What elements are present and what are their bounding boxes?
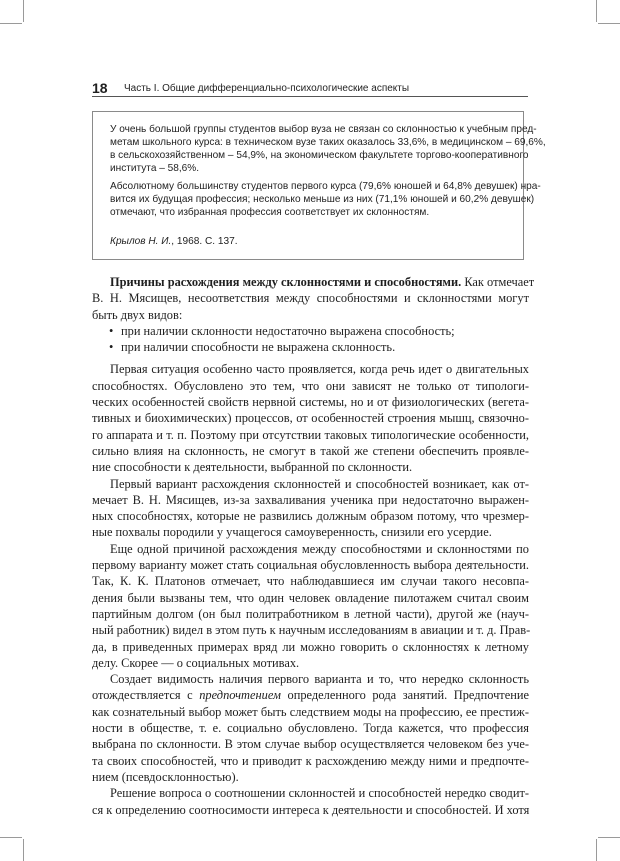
text-line: Так, К. К. Платонов отмечает, что наблюдавшиеся им случаи такого несовпа-: [92, 574, 529, 589]
crop-mark: [596, 839, 597, 861]
text-line: Еще одной причиной расхождения между способностями и склонностями по: [110, 541, 529, 556]
quote-paragraph: [110, 123, 546, 175]
quote-source: [110, 235, 238, 248]
header-divider: [92, 96, 528, 97]
text-line: мечает В. Н. Мясищев, из-за захваливания ученика при недостаточно выражен-: [92, 492, 529, 507]
text-line: У очень большой группы студентов выбор вуза не связан со склонностью к учебным пред-: [110, 124, 537, 135]
paragraph: [92, 361, 529, 475]
crop-mark: [23, 0, 24, 22]
running-title: Часть I. Общие дифференциально-психологические аспекты: [124, 83, 410, 94]
text-line: Первый вариант расхождения склонностей и способностей возникает, как от-: [110, 476, 529, 491]
paragraph: [92, 671, 529, 785]
crop-mark: [0, 23, 22, 24]
text-line: ся к определению соотносимости интереса к деятельности и способностей. И хотя: [92, 802, 530, 817]
quote-box: [92, 111, 546, 260]
text-line: института – 58,6%.: [110, 163, 200, 174]
crop-mark: [0, 837, 22, 838]
section-heading: Причины расхождения между склонностями и способностями.: [110, 275, 462, 289]
text-line: метам школьного курса: в техническом вузе таких оказалось 33,6%, в медицинском – 69,6%,: [110, 137, 546, 148]
text-line: делу. Скорее — о социальных мотивах.: [92, 655, 300, 670]
text-line: В. Н. Мясищев, несоответствия между способностями и склонностями могут: [92, 291, 529, 306]
text-line: дения были вызваны тем, что один человек овладение пилотажем считал своим: [92, 590, 529, 605]
text-line: отмечают, что избранная профессия соответствует их склонностям.: [110, 207, 430, 218]
paragraph: [92, 274, 535, 323]
text-line: Первая ситуация особенно часто проявляется, когда речь идет о двигательных: [110, 362, 529, 377]
text-line: сильно влияя на склонность, не смогут в такой же степени обеспечить проявле-: [92, 443, 529, 458]
text-line: Абсолютному большинству студентов первого курса (79,6% юношей и 64,8% девушек) нра-: [110, 181, 541, 192]
text-line: ные похвалы породили у учащегося самоуверенность, снизили его усердие.: [92, 525, 492, 540]
text-line: та своих способностей, что и приводит к расхождению между ними и предпочте-: [92, 753, 529, 768]
emphasis: предпочтением: [199, 688, 281, 703]
text-line: вится их будущая профессия; несколько меньше из них (71,1% юношей и 60,2% девушек): [110, 194, 535, 205]
body-text: [92, 274, 535, 818]
text-line: да, в приведенных примерах вряд ли можно говорить о склонностях к летному: [92, 639, 529, 654]
crop-mark: [23, 839, 24, 861]
text-line: нием (псевдосклонностью).: [92, 769, 239, 784]
source-author: Крылов Н. И.: [110, 236, 172, 247]
bullet-item: • при наличии склонности недостаточно выражена способность;: [92, 323, 529, 339]
text-line: ных способностях, которые не развились должным образом потому, что чрезмер-: [92, 509, 529, 524]
paragraph: [92, 785, 529, 818]
text-line: ный работник) видел в этом путь к научным исследованиям в авиации и т. д. Прав-: [92, 623, 531, 638]
crop-mark: [598, 837, 620, 838]
text-line: Создает видимость наличия первого варианта и то, что нередко склонность: [110, 672, 529, 687]
crop-mark: [598, 23, 620, 24]
page-header: [92, 80, 527, 96]
text-line: выбрана по склонности. В этом случае выбор осуществляется человеком без уче-: [92, 737, 529, 752]
bullet-item: • при наличии способности не выражена склонность.: [92, 339, 529, 355]
paragraph: [92, 476, 529, 541]
text-line: партийным долгом (он был политработником в летной части), другой же (науч-: [92, 606, 529, 621]
text-line: ности в обществе, т. е. социально обусловлено. Тогда кажется, что профессия: [92, 721, 529, 736]
source-details: , 1968. С. 137.: [171, 236, 238, 247]
text-line: в сельскохозяйственном – 54,9%, на экономическом факультете торгово-кооперативного: [110, 150, 529, 161]
text-line: тивных и биохимических) процессов, от особенностей строения мышц, связочно-: [92, 411, 529, 426]
text-line: Причины расхождения между склонностями и способностями. Как отмечает: [110, 275, 535, 289]
text-line: отождествляется с предпочтением определенного рода занятий. Предпочтение: [92, 688, 529, 703]
crop-mark: [596, 0, 597, 22]
page-number: 18: [92, 80, 108, 96]
text-line: способностях. Обусловлено это тем, что они зависят не только от типологи-: [92, 378, 529, 393]
text-line: Решение вопроса о соотношении склонностей и способностей нередко сводит-: [110, 786, 529, 801]
text-line: первому варианту может стать социальная обусловленность выбора деятельности.: [92, 558, 529, 573]
text-line: ческих особенностей свойств нервной системы, но и от физиологических (вегета-: [92, 395, 529, 410]
text-line: ние способности к деятельности, выбранной по склонности.: [92, 460, 413, 475]
paragraph: [92, 541, 529, 671]
quote-paragraph: [110, 180, 541, 219]
text-line: быть двух видов:: [92, 307, 183, 322]
text-line: го аппарата и т. п. Поэтому при отсутствии таковых типологические особенности,: [92, 427, 529, 442]
text-line: как сознательный выбор может быть следствием моды на профессию, ее престиж-: [92, 704, 529, 719]
